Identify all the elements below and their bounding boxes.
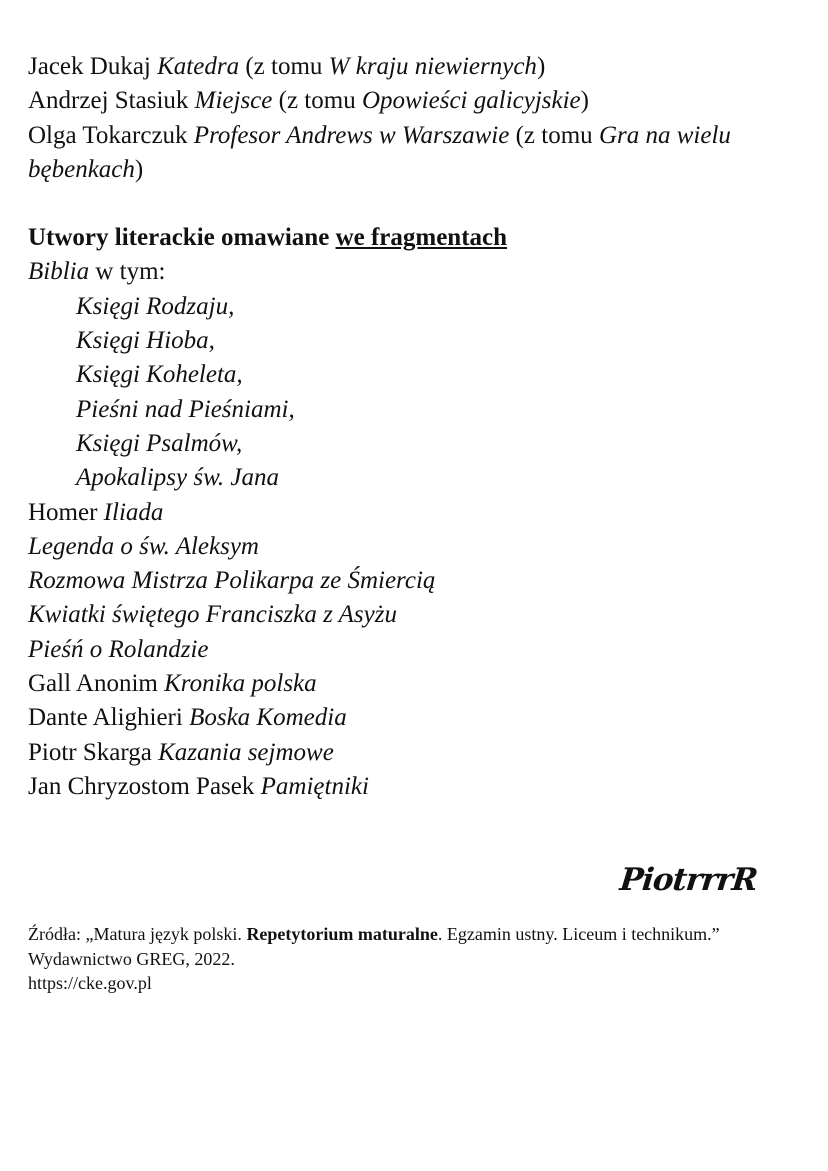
- work-title: Rozmowa Mistrza Polikarpa ze Śmiercią: [28, 567, 436, 595]
- sources-suffix: . Egzamin ustny. Liceum i technikum.” Wydawnictwo GREG, 2022.: [28, 924, 720, 969]
- work-collection: W kraju niewiernych: [328, 53, 537, 80]
- bible-book: Księgi Rodzaju,: [76, 292, 235, 320]
- work-collection-prefix: (z tomu: [245, 53, 323, 80]
- author-signature: PiotrrrR: [618, 862, 759, 898]
- sources-prefix: Źródła: „Matura język polski.: [28, 924, 242, 944]
- heading-text: Utwory literackie omawiane: [28, 224, 330, 252]
- work-collection-prefix: (z tomu: [278, 87, 356, 115]
- work-author: Olga Tokarczuk: [28, 121, 188, 149]
- work-entry: [28, 598, 808, 632]
- work-collection: Gra na wielu bębenkach: [28, 121, 731, 183]
- work-entry: [28, 119, 808, 188]
- sources-note: [28, 922, 798, 996]
- work-entry: [28, 736, 808, 770]
- work-collection-suffix: ): [580, 87, 589, 115]
- work-collection: Opowieści galicyjskie: [361, 87, 581, 115]
- work-title: Iliada: [103, 498, 164, 526]
- work-entry: [28, 496, 808, 530]
- work-title: Profesor Andrews w Warszawie: [193, 121, 510, 149]
- work-entry: [28, 530, 808, 564]
- work-title: Kronika polska: [164, 670, 317, 698]
- work-entry: [28, 50, 808, 84]
- work-entry: [28, 84, 808, 118]
- work-entry: [28, 701, 808, 735]
- heading-underlined-text: we fragmentach: [335, 224, 508, 252]
- work-title: Katedra: [157, 53, 240, 80]
- bible-book: Księgi Koheleta,: [76, 361, 243, 389]
- bible-book: Pieśni nad Pieśniami,: [76, 395, 295, 423]
- bible-book: Księgi Hioba,: [76, 327, 215, 355]
- bible-books-list: [28, 290, 808, 496]
- work-author: Homer: [28, 498, 98, 526]
- work-collection-suffix: ): [536, 53, 546, 80]
- works-list-top: [28, 50, 808, 187]
- sources-url: https://cke.gov.pl: [28, 973, 152, 993]
- work-entry: [28, 564, 808, 598]
- work-collection-prefix: (z tomu: [515, 121, 593, 149]
- work-author: Andrzej Stasiuk: [28, 87, 189, 115]
- work-author: Jacek Dukaj: [28, 53, 151, 80]
- work-title: Pamiętniki: [260, 772, 369, 800]
- work-title: Boska Komedia: [189, 704, 347, 732]
- work-title: Kazania sejmowe: [158, 738, 334, 766]
- fragments-heading: [28, 221, 808, 255]
- work-title: Legenda o św. Aleksym: [28, 532, 259, 560]
- bible-entry: [28, 255, 808, 289]
- work-entry: [28, 633, 808, 667]
- work-title: Kwiatki świętego Franciszka z Asyżu: [28, 601, 397, 629]
- work-entry: [28, 770, 808, 804]
- work-title: Pieśń o Rolandzie: [28, 635, 209, 663]
- work-author: Jan Chryzostom Pasek: [28, 772, 255, 800]
- bible-book: Księgi Psalmów,: [76, 429, 243, 457]
- bible-title: Biblia: [28, 258, 90, 286]
- work-author: Piotr Skarga: [28, 738, 152, 766]
- work-author: Dante Alighieri: [28, 704, 183, 732]
- work-entry: [28, 667, 808, 701]
- work-author: Gall Anonim: [28, 670, 158, 698]
- sources-bold-title: Repetytorium maturalne: [246, 924, 438, 944]
- bible-book: Apokalipsy św. Jana: [76, 464, 279, 492]
- work-title: Miejsce: [194, 87, 273, 115]
- bible-suffix: w tym:: [95, 258, 166, 286]
- fragment-works-list: [28, 496, 808, 805]
- work-collection-suffix: ): [134, 155, 144, 183]
- document-page: [28, 50, 808, 804]
